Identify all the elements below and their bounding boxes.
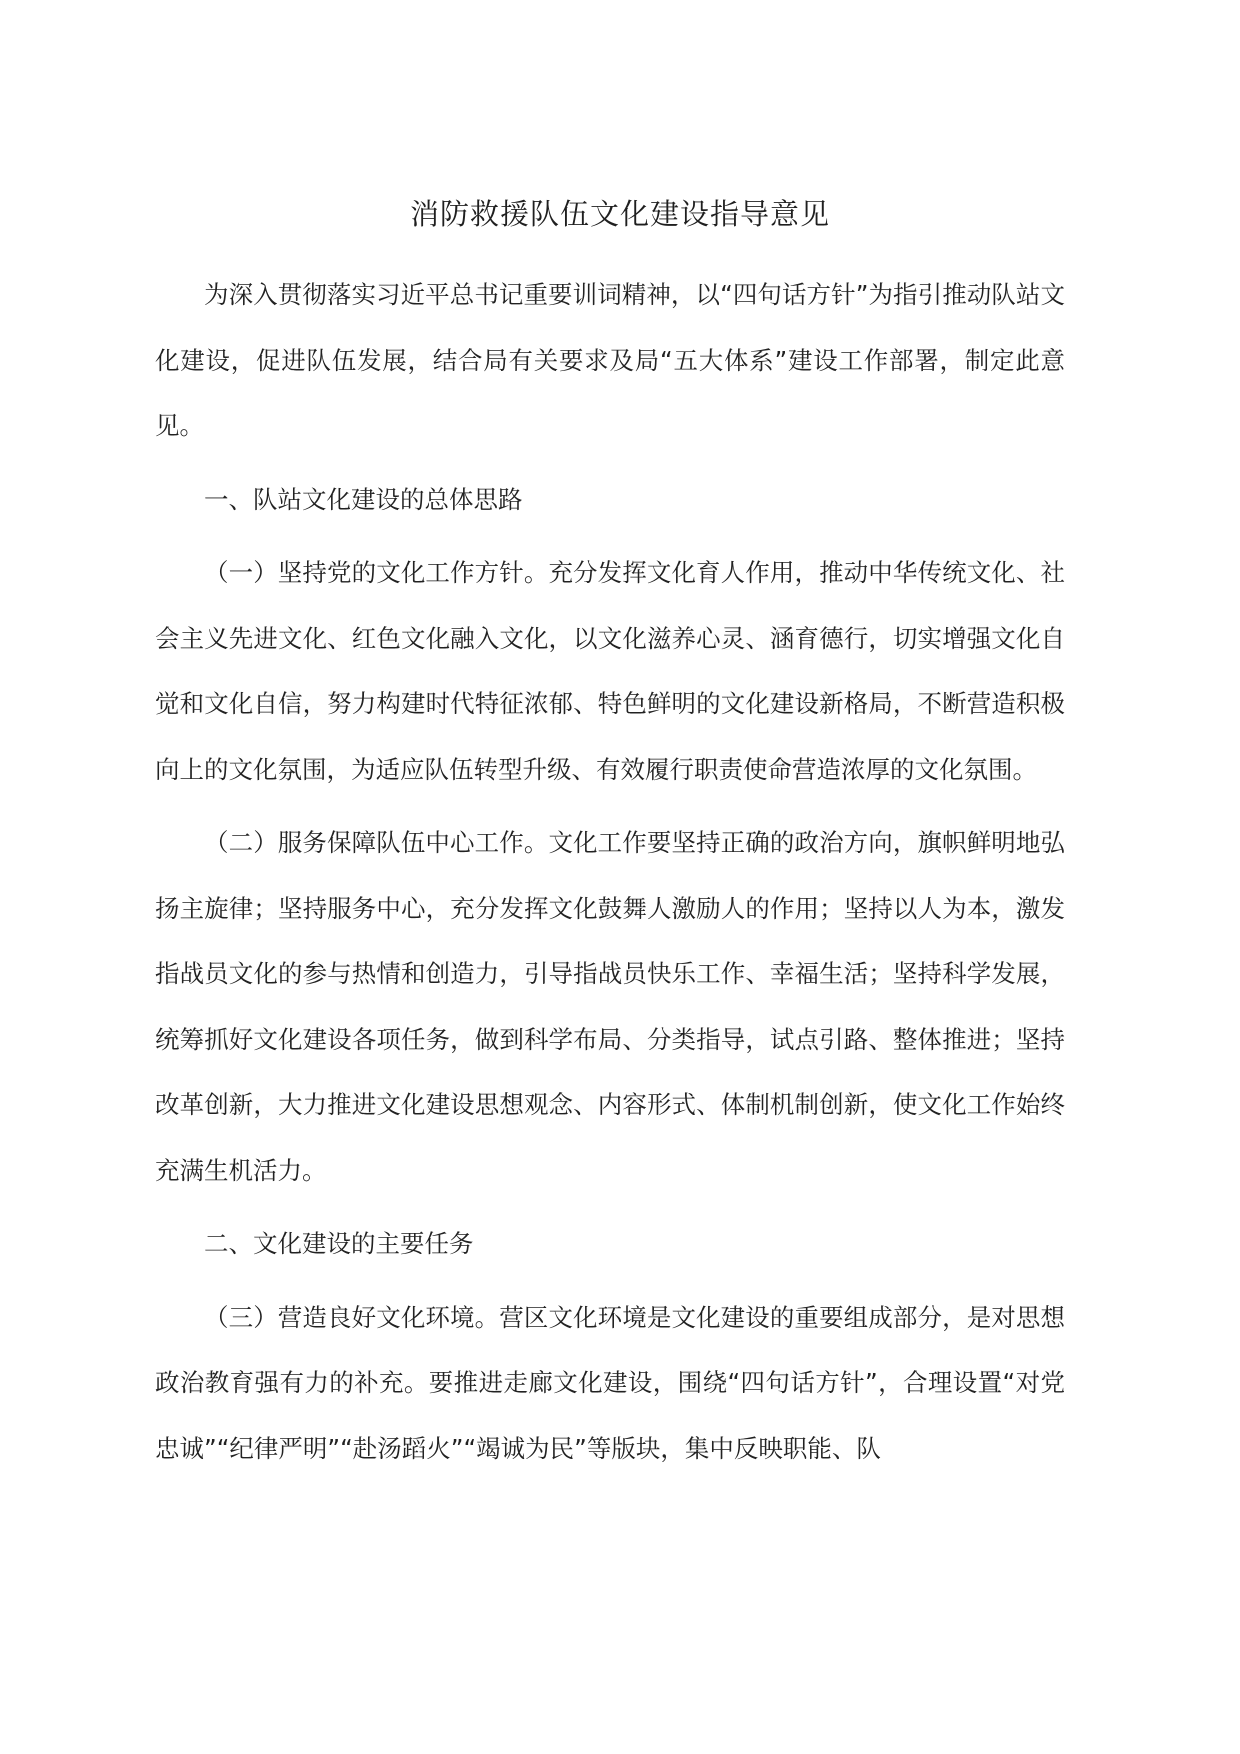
document-body xyxy=(155,262,1065,1489)
section-heading-1: 一、队站文化建设的总体思路 xyxy=(204,484,523,514)
document-title: 消防救援队伍文化建设指导意见 xyxy=(409,197,830,231)
body-paragraph-3: （三）营造良好文化环境。营区文化环境是文化建设的重要组成部分，是对思想政治教育强有力的补充。要推进走廊文化建设，围绕“四句话方针”，合理设置“对党忠诚”“纪律严明”“赴汤蹈火”“竭诚为民”等版块，集中反映职能、队 xyxy=(155,1302,1065,1463)
body-paragraph-1: （一）坚持党的文化工作方针。充分发挥文化育人作用，推动中华传统文化、社会主义先进文化、红色文化融入文化，以文化滋养心灵、涵育德行，切实增强文化自觉和文化自信，努力构建时代特征浓郁、特色鲜明的文化建设新格局，不断营造积极向上的文化氛围，为适应队伍转型升级、有效履行职责使命营造浓厚的文化氛围。 xyxy=(155,558,1065,784)
intro-paragraph: 为深入贯彻落实习近平总书记重要训词精神，以“四句话方针”为指引推动队站文化建设，促进队伍发展，结合局有关要求及局“五大体系”建设工作部署，制定此意见。 xyxy=(155,280,1065,440)
body-paragraph-2: （二）服务保障队伍中心工作。文化工作要坚持正确的政治方向，旗帜鲜明地弘扬主旋律；坚持服务中心，充分发挥文化鼓舞人激励人的作用；坚持以人为本，激发指战员文化的参与热情和创造力，引导指战员快乐工作、幸福生活；坚持科学发展，统筹抓好文化建设各项任务，做到科学布局、分类指导，试点引路、整体推进；坚持改革创新，大力推进文化建设思想观念、内容形式、体制机制创新，使文化工作始终充满生机活力。 xyxy=(155,828,1065,1185)
section-heading-2: 二、文化建设的主要任务 xyxy=(204,1229,474,1258)
